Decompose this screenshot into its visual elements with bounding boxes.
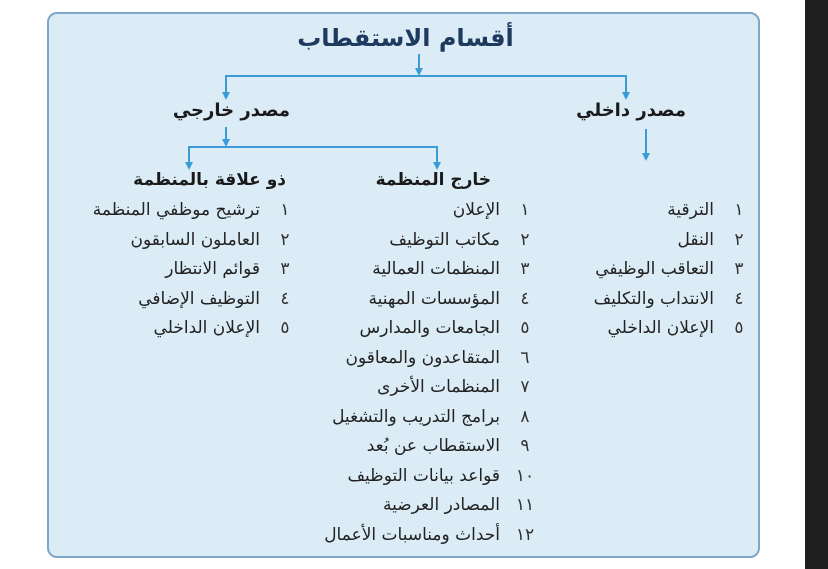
outside-org-list [324,200,536,554]
item-text: الترقية [667,200,714,220]
item-number: ٣ [734,259,744,279]
list-item [324,259,536,289]
item-number: ٤ [734,288,744,309]
list-item [324,436,536,466]
item-number: ٢ [280,229,290,250]
item-number: ٥ [520,318,530,338]
item-text: الاستقطاب عن بُعد [366,436,500,456]
item-text: الإعلان الداخلي [153,318,260,338]
external-source-heading: مصدر خارجي [172,100,290,121]
item-number: ١ [734,200,744,220]
item-text: العاملون السابقون [130,229,260,250]
diagram-title: أقسام الاستقطاب [297,24,514,52]
item-number: ٦ [520,347,530,368]
item-number: ٤ [280,288,290,309]
external-branch-line [189,147,437,166]
top-branch-line [226,76,626,96]
list-item [93,318,296,348]
item-text: الإعلان الداخلي [607,318,714,338]
list-item [324,289,536,319]
item-number: ٩ [520,436,530,456]
list-item [594,230,750,260]
right-edge-bar [805,0,828,569]
item-number: ٨ [520,406,530,427]
item-number: ٣ [280,259,290,279]
item-number: ٥ [280,318,290,338]
item-text: المتقاعدون والمعاقون [345,347,500,368]
item-text: النقل [677,229,714,250]
item-text: التوظيف الإضافي [138,288,260,309]
list-item [93,200,296,230]
item-number: ٢ [734,229,744,250]
list-item [594,289,750,319]
item-number: ٤ [520,288,530,309]
list-item [93,289,296,319]
list-item [93,230,296,260]
item-number: ٣ [520,259,530,279]
list-item [324,230,536,260]
list-item [594,200,750,230]
item-text: المصادر العرضية [383,495,500,515]
item-text: قوائم الانتظار [165,259,260,279]
item-text: الإعلان [452,200,500,220]
item-number: ٥ [734,318,744,338]
item-number: ١٢ [515,524,535,545]
item-text: قواعد بيانات التوظيف [347,465,500,486]
item-text: الانتداب والتكليف [593,288,714,309]
list-item [324,200,536,230]
item-text: المنظمات العمالية [372,259,500,279]
item-text: ترشيح موظفي المنظمة [92,200,260,220]
list-item [594,259,750,289]
list-item [324,407,536,437]
item-text: مكاتب التوظيف [389,229,500,250]
item-number: ٢ [520,229,530,250]
list-item [324,318,536,348]
outside-org-heading: خارج المنظمة [375,170,491,190]
related-org-list [93,200,296,348]
list-item [324,525,536,555]
item-text: أحداث ومناسبات الأعمال [324,524,500,545]
item-text: برامج التدريب والتشغيل [332,406,500,427]
item-text: الجامعات والمدارس [359,318,500,338]
item-text: التعاقب الوظيفي [595,259,714,279]
item-number: ١٠ [515,465,535,486]
list-item [324,348,536,378]
list-item [594,318,750,348]
list-item [324,377,536,407]
list-item [324,466,536,496]
internal-list [594,200,750,348]
related-org-heading: ذو علاقة بالمنظمة [133,170,286,190]
item-text: المؤسسات المهنية [368,288,500,309]
item-number: ١ [520,200,530,220]
item-number: ١ [280,200,290,220]
list-item [93,259,296,289]
list-item [324,495,536,525]
item-text: المنظمات الأخرى [377,377,500,397]
item-number: ١١ [515,495,535,515]
item-number: ٧ [520,377,530,397]
internal-source-heading: مصدر داخلي [576,100,686,121]
diagram-panel [47,12,760,558]
